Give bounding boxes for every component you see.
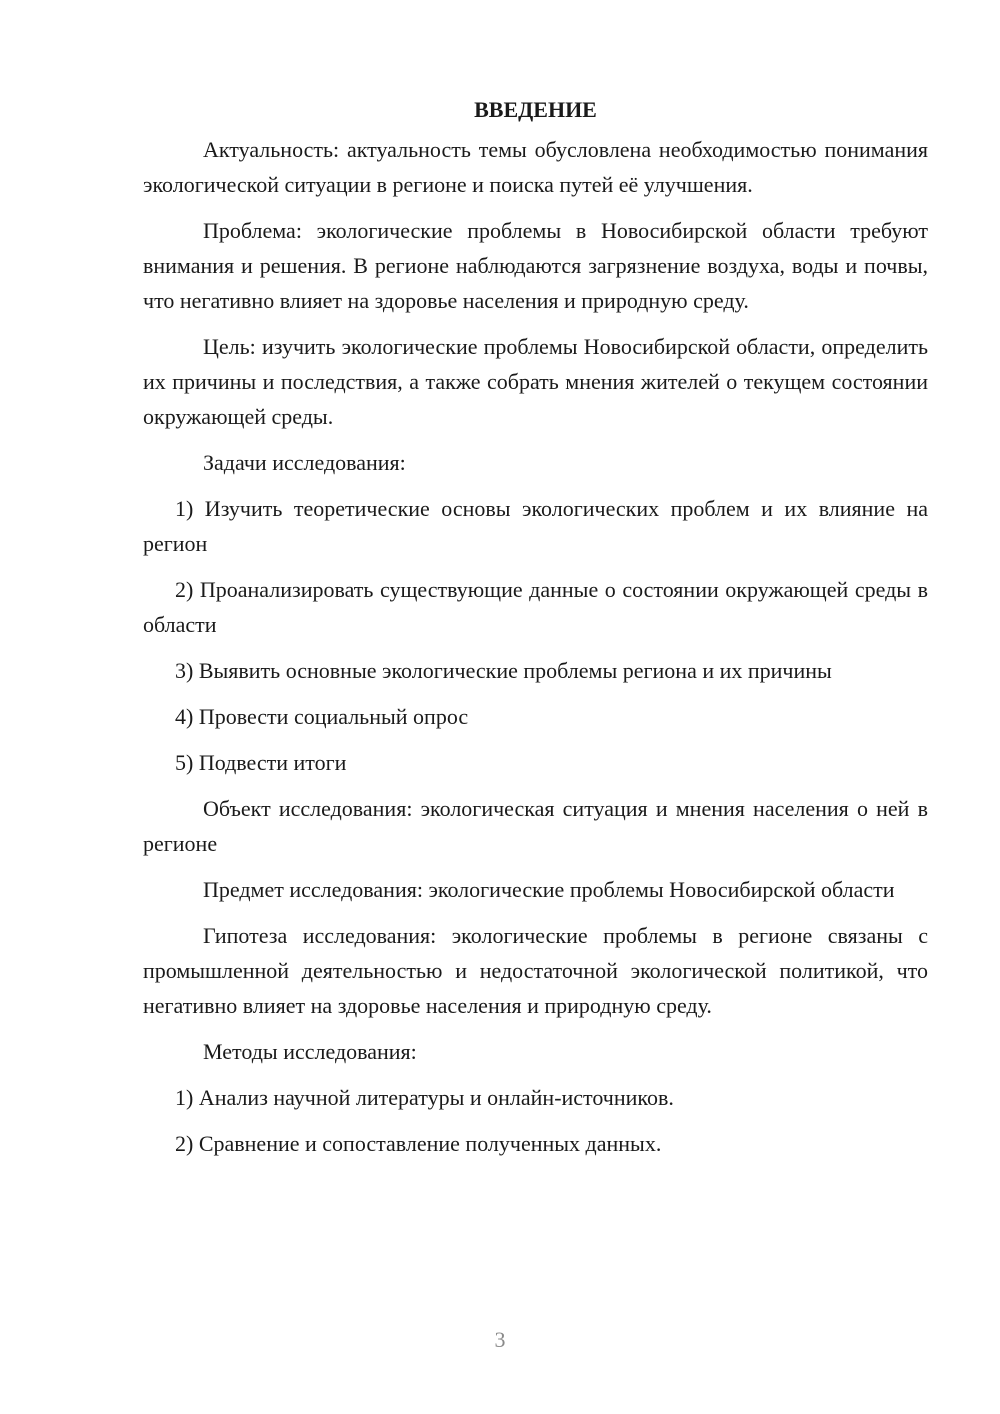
task-item: 4) Провести социальный опрос [175, 704, 469, 729]
relevance-paragraph: Актуальность: актуальность темы обусловлена необходимостью понимания экологической ситуации в регионе и поиска путей её улучшения. [143, 137, 928, 197]
goal-paragraph: Цель: изучить экологические проблемы Новосибирской области, определить их причины и последствия, а также собрать мнения жителей о текущем состоянии окружающей среды. [143, 334, 928, 429]
method-item: 2) Сравнение и сопоставление полученных данных. [175, 1131, 662, 1156]
tasks-heading: Задачи исследования: [203, 450, 406, 475]
document-page [143, 88, 928, 1172]
task-item: 5) Подвести итоги [175, 750, 347, 775]
page-number: 3 [494, 1327, 506, 1352]
methods-heading: Методы исследования: [203, 1039, 417, 1064]
method-item: 1) Анализ научной литературы и онлайн-источников. [175, 1085, 674, 1110]
task-item: 1) Изучить теоретические основы экологических проблем и их влияние на регион [143, 496, 928, 556]
section-title: ВВЕДЕНИЕ [474, 97, 597, 122]
subject-paragraph: Предмет исследования: экологические проблемы Новосибирской области [203, 877, 895, 902]
task-item: 3) Выявить основные экологические проблемы региона и их причины [175, 658, 832, 683]
problem-paragraph: Проблема: экологические проблемы в Новосибирской области требуют внимания и решения. В регионе наблюдаются загрязнение воздуха, воды и почвы, что негативно влияет на здоровье населения и природную среду. [143, 218, 928, 313]
object-paragraph: Объект исследования: экологическая ситуация и мнения населения о ней в регионе [143, 796, 928, 856]
task-item: 2) Проанализировать существующие данные о состоянии окружающей среды в области [143, 577, 928, 637]
hypothesis-paragraph: Гипотеза исследования: экологические проблемы в регионе связаны с промышленной деятельностью и недостаточной экологической политикой, что негативно влияет на здоровье населения и природную среду. [143, 923, 928, 1018]
